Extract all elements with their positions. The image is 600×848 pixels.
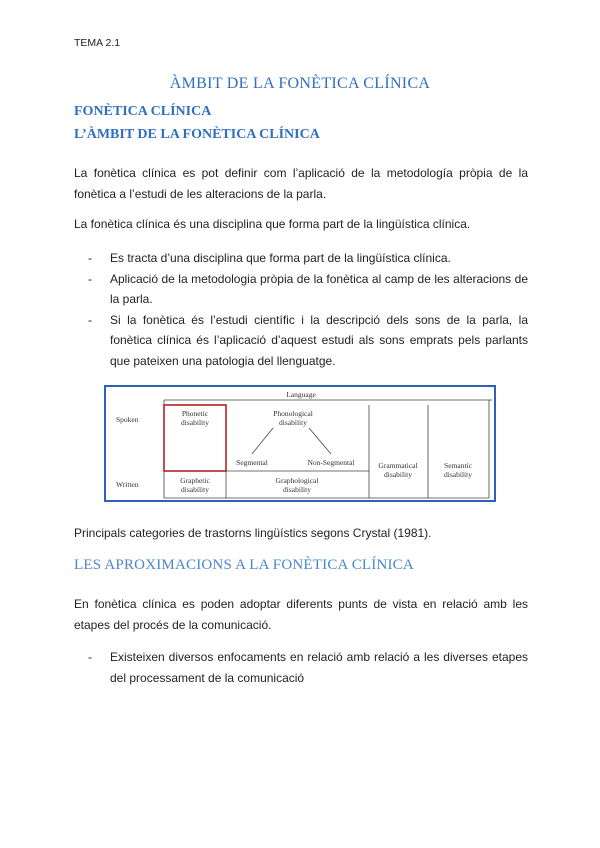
paragraph-discipline: La fonètica clínica és una disciplina que forma part de la lingüística clínica. [74, 217, 471, 231]
label-graphetic-disability: disability [181, 485, 209, 494]
bullet-marker: - [88, 251, 92, 265]
label-graphological-disability: disability [283, 485, 311, 494]
label-semantic: Semantic [444, 461, 472, 470]
bullet-marker: - [88, 271, 92, 286]
tree-branch [252, 428, 273, 454]
list-item: - Existeixen diversos enfocaments en relació amb relació a les diverses etapes del processament de la comunicació [74, 647, 528, 688]
list-item: - Si la fonètica és l’estudi científic i la descripció dels sons de la parla, la fonètica clínica és l’aplicació d’aquest estudi als sons emprats pels parlants que pateixen una patologia del llenguatge. [74, 310, 528, 372]
label-grammatical-disability: disability [384, 470, 412, 479]
section-heading-aproximacions: LES APROXIMACIONS A LA FONÈTICA CLÍNICA [74, 557, 414, 573]
label-phonological-disability: disability [279, 418, 307, 427]
list-item: - Es tracta d’una disciplina que forma part de la lingüística clínica. [74, 248, 528, 269]
label-phonetic: Phonetic [181, 409, 209, 418]
bullet-list-2 [74, 647, 528, 688]
label-non-segmental: Non-Segmental [307, 458, 355, 467]
label-graphological: Graphological [275, 476, 319, 485]
label-graphetic: Graphetic [180, 476, 210, 485]
label-phonetic-disability: disability [181, 418, 209, 427]
crystal-diagram [104, 385, 496, 502]
bullet-marker: - [88, 650, 92, 664]
section-heading-fonetica-clinica: FONÈTICA CLÍNICA [74, 104, 212, 119]
label-segmental: Segmental [236, 458, 268, 467]
list-item: - Aplicació de la metodologia pròpia de la fonètica al camp de les alteracions de la parla. [74, 269, 528, 310]
label-spoken: Spoken [116, 415, 139, 424]
label-grammatical: Grammatical [378, 461, 418, 470]
page-title: ÀMBIT DE LA FONÈTICA CLÍNICA [169, 75, 431, 92]
label-written: Written [116, 480, 139, 489]
figure-caption: Principals categories de trastorns lingüístics segons Crystal (1981). [74, 526, 432, 540]
label-semantic-disability: disability [444, 470, 472, 479]
bullet-marker: - [88, 312, 92, 327]
diagram-svg [106, 387, 493, 499]
bullet-list-1 [74, 248, 528, 371]
label-phonological: Phonological [273, 409, 313, 418]
paragraph-definition: La fonètica clínica es pot definir com l’aplicació de la metodología pròpia de la fonètica a l’estudi de les alteracions de la parla. [74, 166, 528, 201]
paragraph-approaches: En fonètica clínica es poden adoptar diferents punts de vista en relació amb les etapes del procés de la comunicació. [74, 597, 528, 632]
subsection-heading-ambit: L’ÀMBIT DE LA FONÈTICA CLÍNICA [74, 127, 320, 142]
tree-branch [309, 428, 331, 454]
label-language: Language [286, 390, 316, 399]
header-label: TEMA 2.1 [74, 37, 121, 49]
